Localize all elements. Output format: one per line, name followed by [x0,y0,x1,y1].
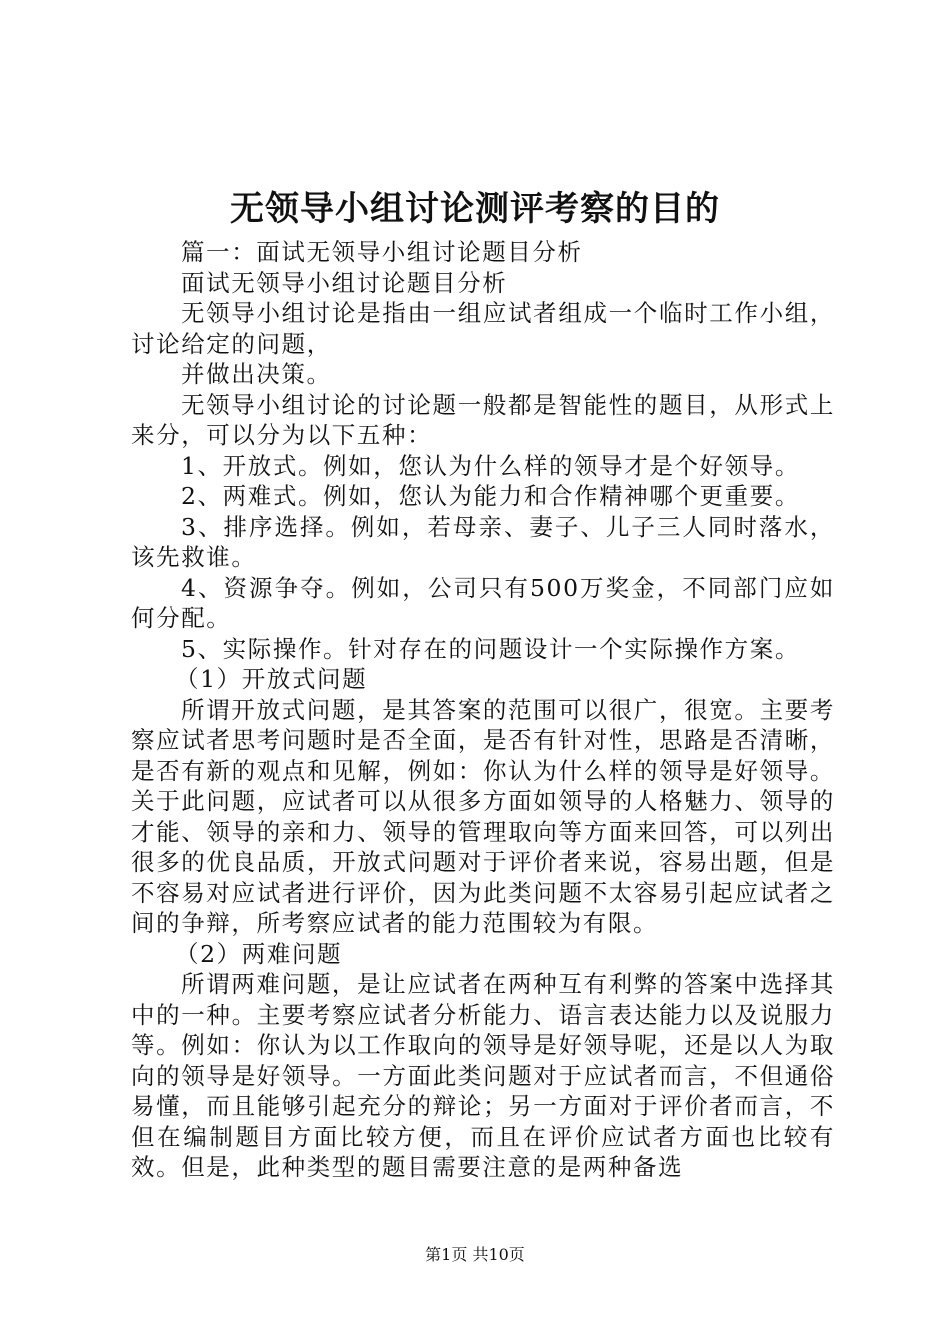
page-footer: 第1页 共10页 [425,1245,525,1264]
paragraph-6: 1、开放式。例如，您认为什么样的领导才是个好领导。 [181,451,800,480]
document-body [131,237,835,1183]
paragraph-9: 4、资源争夺。例如，公司只有500万奖金，不同部门应如何分配。 [131,573,835,632]
paragraph-2: 面试无领导小组讨论题目分析 [181,268,508,297]
section-heading-open-questions: （1）开放式问题 [175,665,368,693]
section-heading-dilemma-questions: （2）两难问题 [175,939,343,968]
paragraph-12: 所谓开放式问题，是其答案的范围可以很广，很宽。主要考察应试者思考问题时是否全面，是否有针对性，思路是否清晰，是否有新的观点和见解，例如：你认为什么样的领导是好领导。关于此问题，应试者可以从很多方面如领导的人格魅力、领导的才能、领导的亲和力、领导的管理取向等方面来回答，可以列出很多的优良品质，开放式问题对于评价者来说，容易出题，但是不容易对应试者进行评价，因为此类问题不太容易引起应试者之间的争辩，所考察应试者的能力范围较为有限。 [131,695,835,937]
paragraph-3: 无领导小组讨论是指由一组应试者组成一个临时工作小组，讨论给定的问题， [131,299,835,358]
paragraph-7: 2、两难式。例如，您认为能力和合作精神哪个更重要。 [181,482,800,510]
paragraph-5: 无领导小组讨论的讨论题一般都是智能性的题目，从形式上来分，可以分为以下五种： [131,390,835,449]
paragraph-4: 并做出决策。 [181,360,332,388]
paragraph-10: 5、实际操作。针对存在的问题设计一个实际操作方案。 [181,634,800,663]
paragraph-1: 篇一：面试无领导小组讨论题目分析 [181,238,583,266]
document-title: 无领导小组讨论测评考察的目的 [230,189,720,229]
paragraph-14: 所谓两难问题，是让应试者在两种互有利弊的答案中选择其中的一种。主要考察应试者分析能力、语言表达能力以及说服力等。例如：你认为以工作取向的领导是好领导呢，还是以人为取向的领导是好领导。一方面此类问题对于应试者而言，不但通俗易懂，而且能够引起充分的辩论；另一方面对于评价者而言，不但在编制题目方面比较方便，而且在评价应试者方面也比较有效。但是，此种类型的题目需要注意的是两种备选 [131,970,835,1181]
paragraph-8: 3、排序选择。例如，若母亲、妻子、儿子三人同时落水，该先救谁。 [131,512,835,571]
